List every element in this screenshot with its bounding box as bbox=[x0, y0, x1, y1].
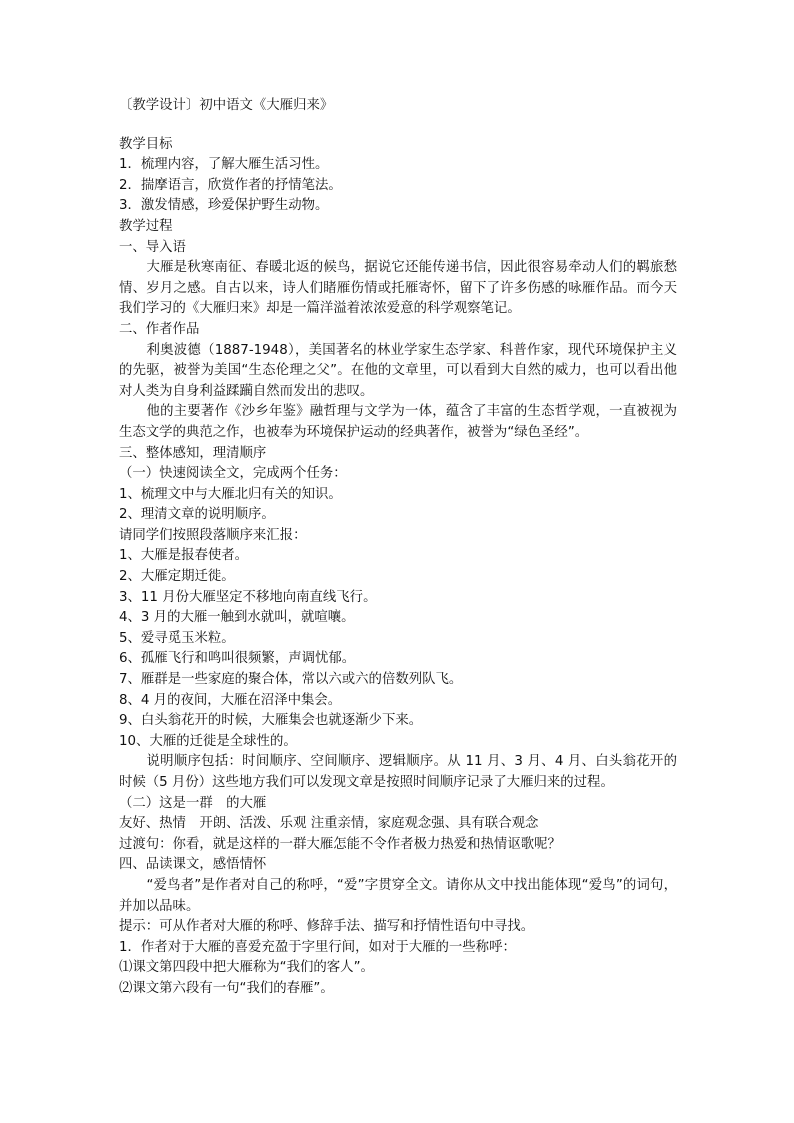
goal-item: 1．梳理内容，了解大雁生活习性。 bbox=[119, 157, 329, 173]
report-item: 2、大雁定期迁徙。 bbox=[119, 569, 235, 585]
transition-line: 过渡句：你看，就是这样的一群大雁怎能不令作者极力热爱和热情讴歌呢？ bbox=[119, 836, 561, 852]
section-heading: 三、整体感知，理清顺序 bbox=[119, 445, 267, 461]
report-item: 5、爱寻觅玉米粒。 bbox=[119, 630, 235, 646]
traits-line: 友好、热情 开朗、活泼、乐观 注重亲情，家庭观念强、具有联合观念 bbox=[119, 816, 539, 832]
document-title: 〔教学设计〕初中语文《大雁归来》 bbox=[119, 98, 334, 113]
reading-paragraph: “爱鸟者”是作者对自己的称呼，“爱”字贯穿全文。请你从文中找出能体现“爱鸟”的词句，并加以品味。 bbox=[119, 877, 677, 914]
point-item: ⑴课文第四段中把大雁称为“我们的客人”。 bbox=[119, 960, 374, 976]
report-item: 6、孤雁飞行和鸣叫很频繁，声调忧郁。 bbox=[119, 651, 356, 667]
task-item: 1、梳理文中与大雁北归有关的知识。 bbox=[119, 486, 342, 502]
section-heading: 一、导入语 bbox=[119, 239, 186, 255]
goals-heading: 教学目标 bbox=[119, 136, 173, 152]
report-item: 3、11 月份大雁坚定不移地向南直线飞行。 bbox=[119, 589, 377, 605]
document-page bbox=[119, 96, 677, 1000]
report-item: 8、4 月的夜间，大雁在沼泽中集会。 bbox=[119, 692, 342, 708]
report-item: 9、白头翁花开的时候，大雁集会也就逐渐少下来。 bbox=[119, 713, 423, 729]
report-item: 10、大雁的迁徙是全球性的。 bbox=[119, 733, 297, 749]
subsection-heading: （二）这是一群 的大雁 bbox=[119, 795, 267, 811]
report-intro: 请同学们按照段落顺序来汇报： bbox=[119, 527, 307, 543]
order-paragraph: 说明顺序包括：时间顺序、空间顺序、逻辑顺序。从 11 月、3 月、4 月、白头翁花开的时候（5 月份）这些地方我们可以发现文章是按照时间顺序记录了大雁归来的过程。 bbox=[119, 754, 677, 790]
intro-paragraph: 大雁是秋寒南征、春暖北返的候鸟，据说它还能传递书信，因此很容易牵动人们的羁旅愁情、岁月之感。自古以来，诗人们睹雁伤情或托雁寄怀，留下了许多伤感的咏雁作品。而今天我们学习的《大雁归来》却是一篇洋溢着浓浓爱意的科学观察笔记。 bbox=[119, 260, 677, 317]
section-heading: 四、品读课文，感悟情怀 bbox=[119, 857, 267, 873]
hint-line: 提示：可从作者对大雁的称呼、修辞手法、描写和抒情性语句中寻找。 bbox=[119, 919, 535, 935]
works-paragraph: 他的主要著作《沙乡年鉴》融哲理与文学为一体，蕴含了丰富的生态哲学观，一直被视为生态文学的典范之作，也被奉为环境保护运动的经典著作，被誉为“绿色圣经”。 bbox=[119, 404, 677, 440]
point-item: ⑵课文第六段有一句“我们的春雁”。 bbox=[119, 980, 334, 996]
subsection-heading: （一）快速阅读全文，完成两个任务： bbox=[119, 466, 347, 482]
process-heading: 教学过程 bbox=[119, 218, 173, 234]
author-paragraph: 利奥波德（1887-1948），美国著名的林业学家生态学家、科普作家，现代环境保护主义的先驱，被誉为美国“生态伦理之父”。在他的文章里，可以看到大自然的威力，也可以看出他对人类为自身利益蹂躏自然而发出的悲叹。 bbox=[119, 342, 677, 399]
goal-item: 3．激发情感，珍爱保护野生动物。 bbox=[119, 198, 329, 214]
report-item: 7、雁群是一些家庭的聚合体，常以六或六的倍数列队飞。 bbox=[119, 672, 463, 688]
point-line: 1．作者对于大雁的喜爱充盈于字里行间，如对于大雁的一些称呼： bbox=[119, 939, 516, 955]
section-heading: 二、作者作品 bbox=[119, 321, 200, 337]
report-item: 4、3 月的大雁一触到水就叫，就喧嚷。 bbox=[119, 610, 355, 626]
goal-item: 2．揣摩语言，欣赏作者的抒情笔法。 bbox=[119, 177, 342, 193]
task-item: 2、理清文章的说明顺序。 bbox=[119, 507, 275, 523]
report-item: 1、大雁是报春使者。 bbox=[119, 548, 249, 564]
